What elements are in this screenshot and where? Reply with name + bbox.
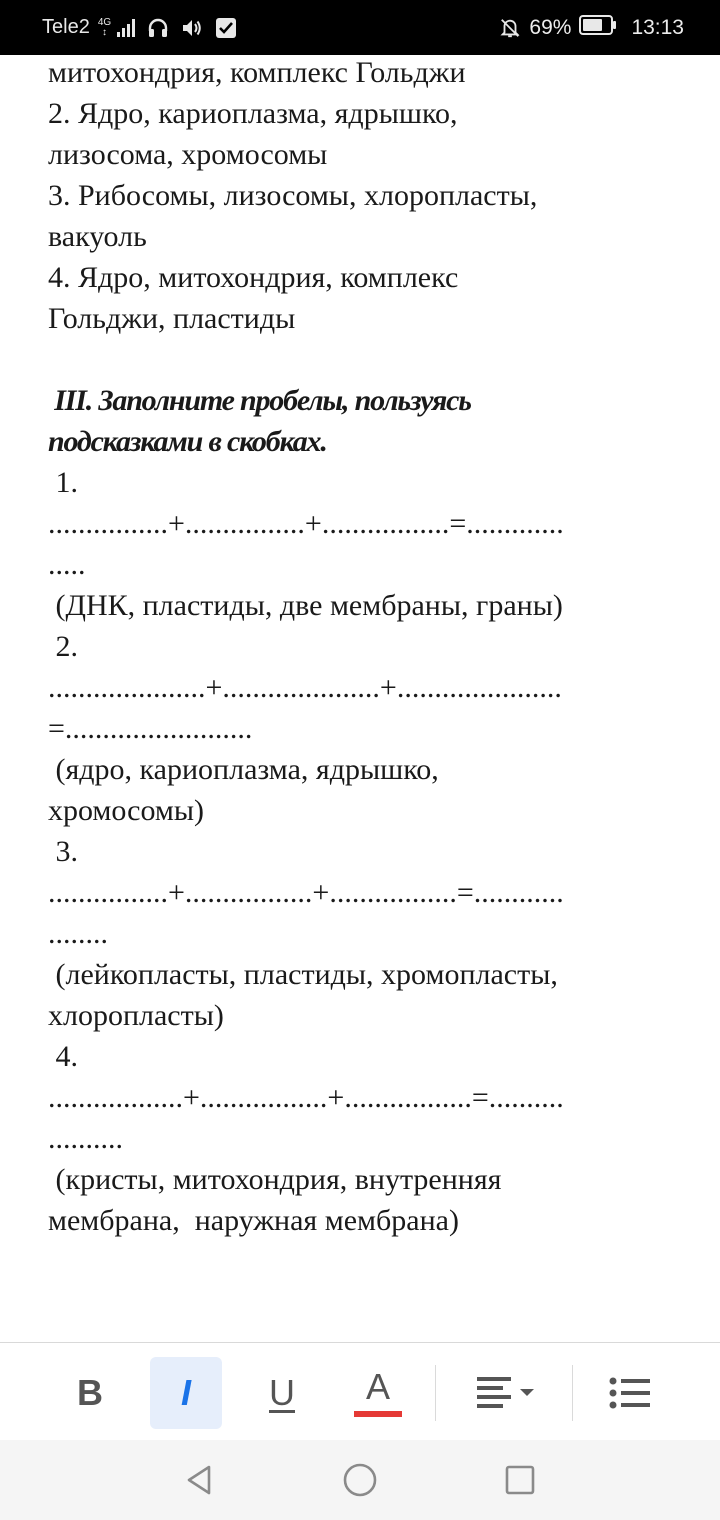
formatting-toolbar — [0, 1342, 720, 1440]
text-color-swatch — [354, 1411, 402, 1417]
doc-line: вакуоль — [48, 220, 147, 253]
status-left — [42, 0, 237, 55]
fill-in-blank: .....................+.....................+...................... — [48, 671, 562, 704]
doc-line: митохондрия, комплекс Гольджи — [48, 56, 466, 89]
battery-icon — [579, 15, 617, 40]
headphones-icon — [147, 17, 169, 39]
fill-in-blank: ........ — [48, 917, 108, 950]
document-body[interactable] — [48, 52, 688, 1241]
underline-icon: U — [269, 1372, 295, 1413]
fill-in-blank: ..... — [48, 548, 86, 581]
doc-line: 4. Ядро, митохондрия, комплекс — [48, 261, 459, 294]
fill-in-blank: ................+.................+.................=............ — [48, 876, 564, 909]
italic-icon: I — [180, 1372, 191, 1413]
hint-text: хромосомы) — [48, 794, 205, 827]
bold-icon: B — [77, 1372, 103, 1413]
hint-text: (ДНК, пластиды, две мембраны, граны) — [48, 589, 563, 622]
back-triangle-icon — [183, 1463, 217, 1497]
fill-in-blank: =......................... — [48, 712, 253, 745]
item-number: 4. — [48, 1040, 78, 1073]
hint-text: (кристы, митохондрия, внутренняя — [48, 1163, 502, 1196]
home-circle-icon — [342, 1462, 378, 1498]
network-type — [98, 18, 111, 38]
signal-strength-icon — [117, 19, 135, 37]
system-nav-bar — [0, 1440, 720, 1520]
fill-in-blank: ................+................+.................=............. — [48, 507, 564, 540]
doc-line: лизосома, хромосомы — [48, 138, 328, 171]
bold-button[interactable] — [54, 1357, 126, 1429]
doc-line: 2. Ядро, кариоплазма, ядрышко, — [48, 97, 458, 130]
recents-button[interactable] — [498, 1458, 542, 1502]
hint-text: (лейкопласты, пластиды, хромопласты, — [48, 958, 558, 991]
item-number: 3. — [48, 835, 78, 868]
section-heading: подсказками в скобках. — [48, 425, 327, 458]
carrier-name: Tele2 — [42, 16, 90, 38]
italic-button[interactable] — [150, 1357, 222, 1429]
section-heading: III. Заполните пробелы, пользуясь — [48, 384, 471, 417]
clock: 13:13 — [631, 15, 684, 39]
home-button[interactable] — [338, 1458, 382, 1502]
status-right — [493, 0, 684, 55]
checkbox-icon — [215, 17, 237, 39]
doc-line: 3. Рибосомы, лизосомы, хлоропласты, — [48, 179, 538, 212]
status-bar — [0, 0, 720, 55]
hint-text: (ядро, кариоплазма, ядрышко, — [48, 753, 439, 786]
back-button[interactable] — [178, 1458, 222, 1502]
align-left-icon — [473, 1373, 539, 1413]
toolbar-divider — [435, 1365, 436, 1421]
item-number: 2. — [48, 630, 78, 663]
underline-button[interactable] — [246, 1357, 318, 1429]
toolbar-divider — [572, 1365, 573, 1421]
align-dropdown-button[interactable] — [468, 1357, 544, 1429]
network-type-bottom: ↕ — [101, 26, 107, 38]
text-color-button[interactable] — [342, 1357, 414, 1429]
item-number: 1. — [48, 466, 78, 499]
fill-in-blank: ..................+.................+.................=.......... — [48, 1081, 564, 1114]
recents-square-icon — [504, 1464, 536, 1496]
bullet-list-icon — [608, 1375, 652, 1411]
network-type-top: 4G — [97, 16, 112, 28]
bell-mute-icon — [499, 17, 521, 39]
hint-text: мембрана, наружная мембрана) — [48, 1204, 459, 1237]
hint-text: хлоропласты) — [48, 999, 224, 1032]
bullet-list-button[interactable] — [594, 1357, 666, 1429]
fill-in-blank: .......... — [48, 1122, 123, 1155]
volume-icon — [181, 17, 203, 39]
battery-percent: 69% — [529, 15, 572, 39]
doc-blank-line — [48, 339, 688, 380]
text-color-icon: A — [365, 1366, 390, 1407]
doc-line: Гольджи, пластиды — [48, 302, 296, 335]
